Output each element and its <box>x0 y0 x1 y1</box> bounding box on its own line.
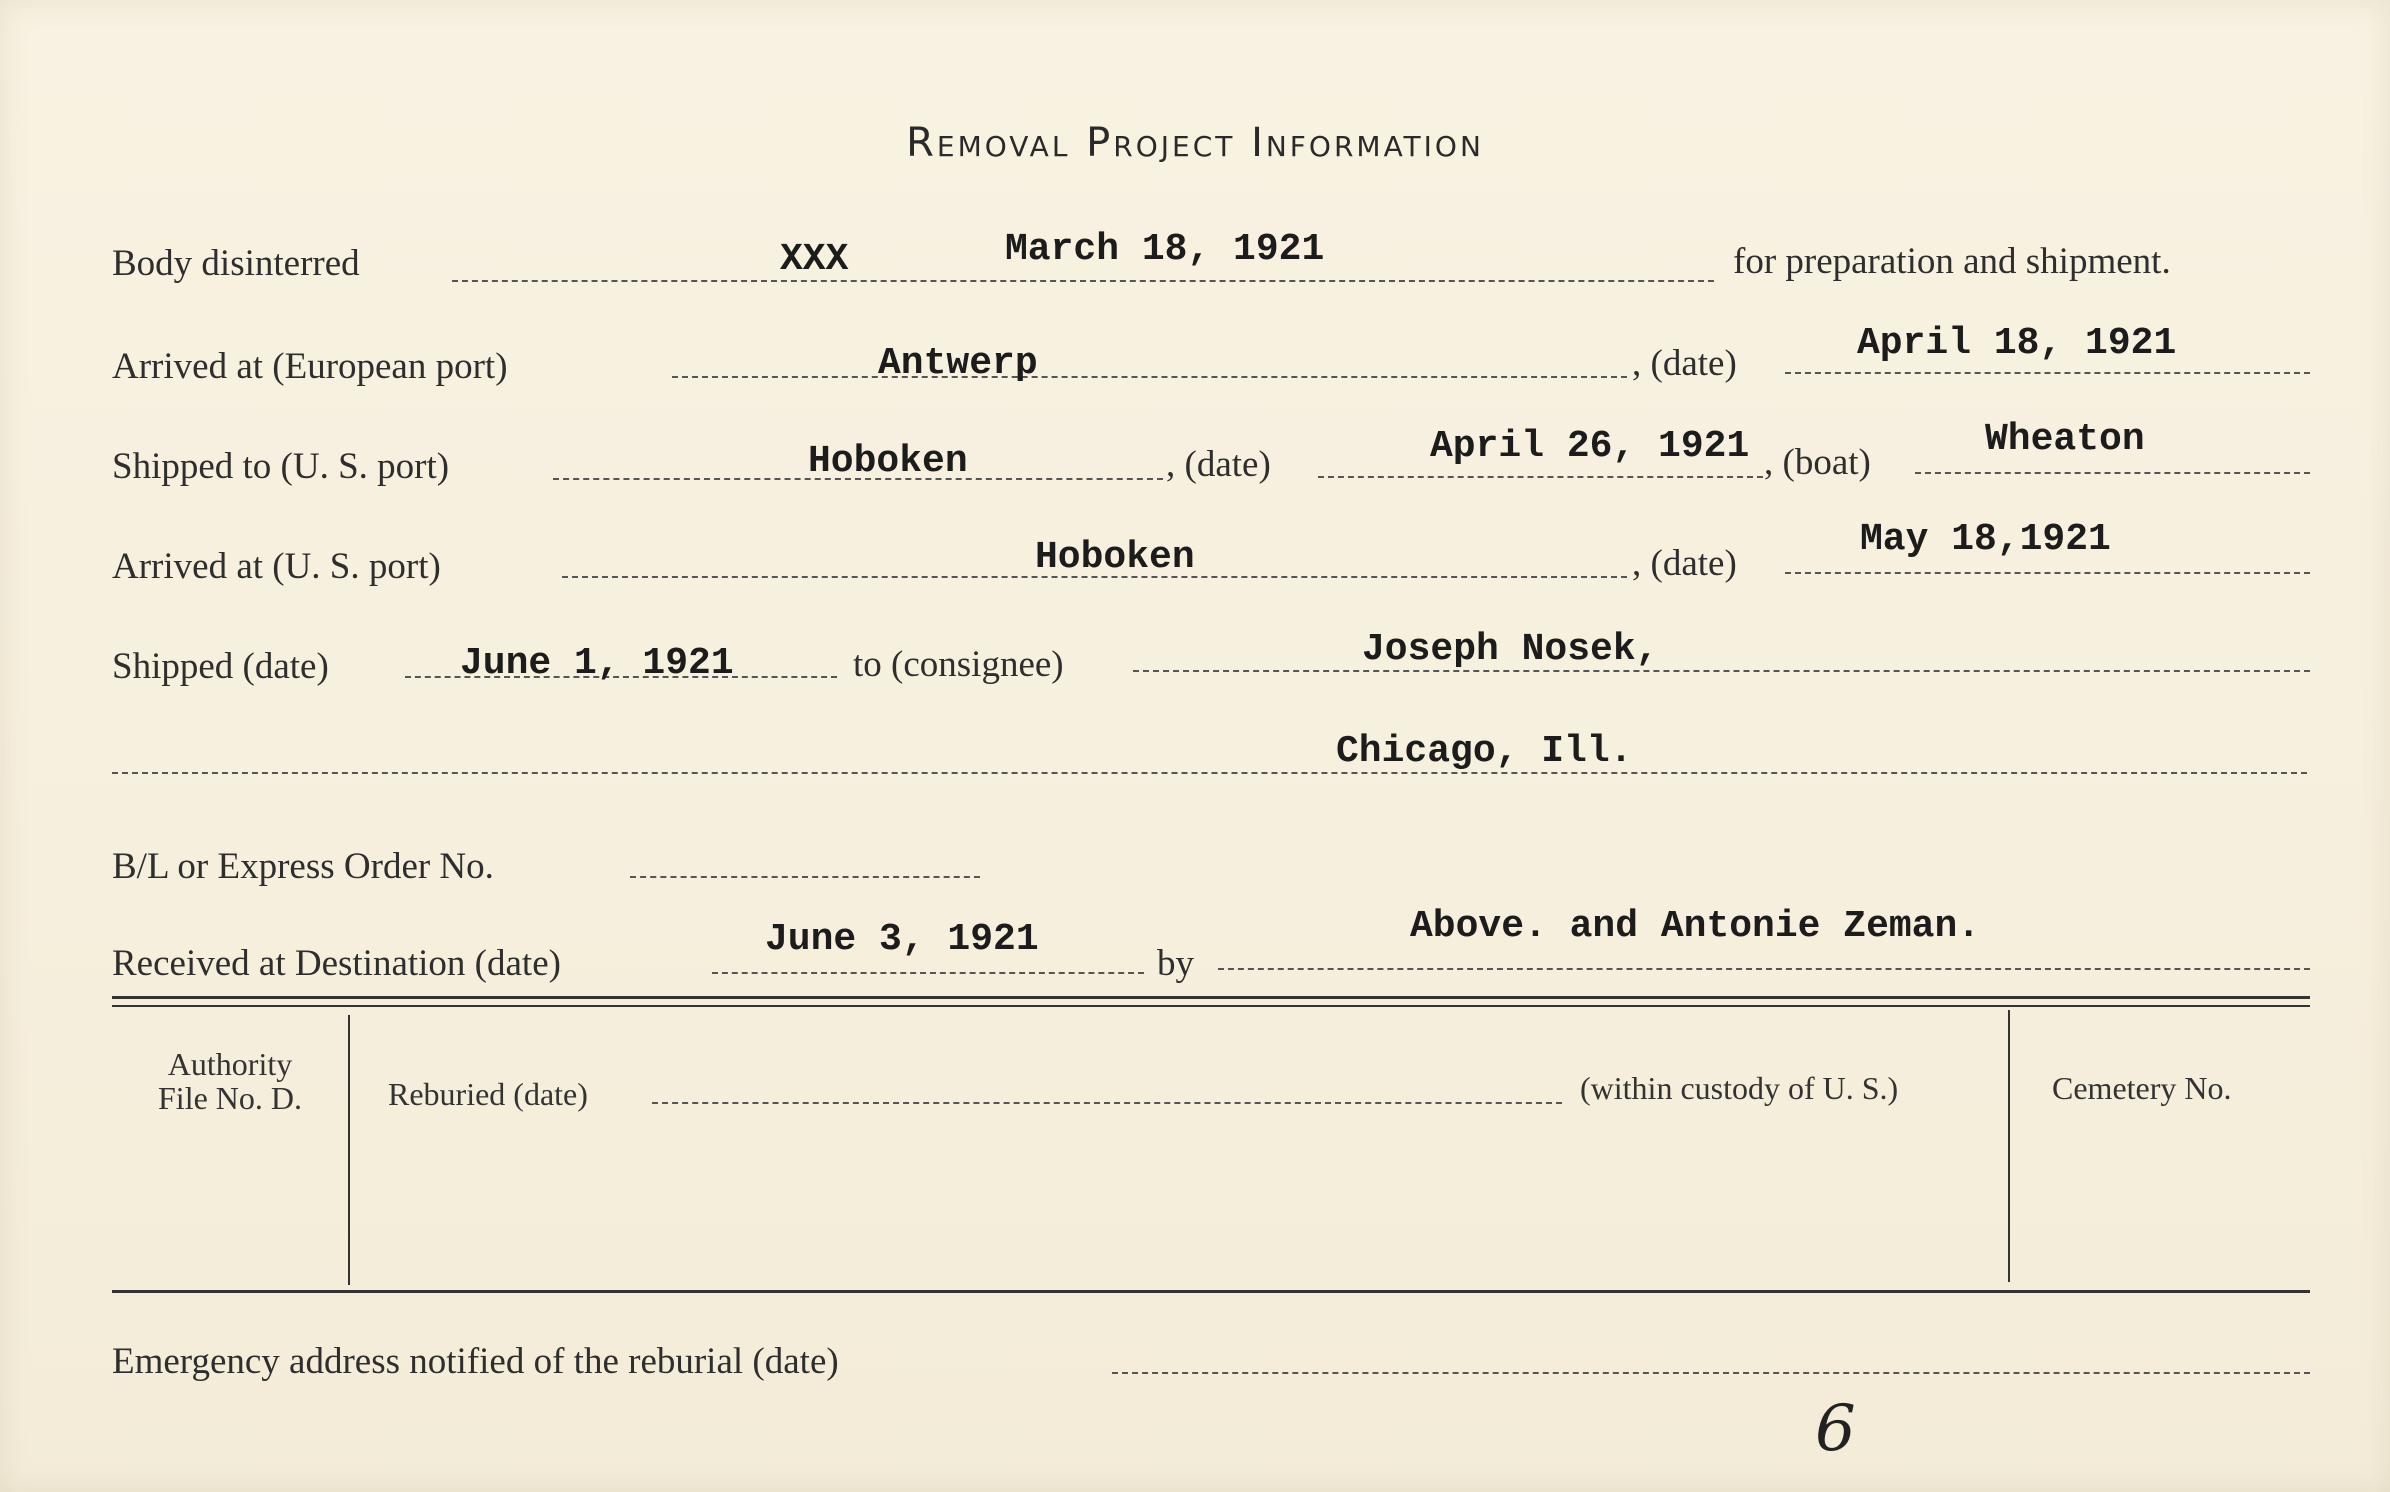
shipped-us-date-line <box>1318 476 1763 478</box>
arrived-european-date: April 18, 1921 <box>1857 322 2177 365</box>
shipped-date-value: June 1, 1921 <box>460 642 734 685</box>
arrived-us-port: Hoboken <box>1035 536 1195 579</box>
arrived-us-date: May 18,1921 <box>1860 518 2111 561</box>
authority-label-1: Authority <box>167 1046 293 1082</box>
received-label: Received at Destination (date) <box>112 943 561 984</box>
box-top-rule-2 <box>112 1005 2310 1007</box>
arrived-us-date-label: , (date) <box>1632 543 1737 584</box>
received-by-label: by <box>1157 943 1194 984</box>
received-by: Above. and Antonie Zeman. <box>1410 905 1981 948</box>
shipped-us-port: Hoboken <box>808 440 968 483</box>
cemetery-label: Cemetery No. <box>2052 1070 2232 1106</box>
box-top-rule <box>112 996 2310 999</box>
received-date-line <box>712 972 1144 974</box>
consignee-name: Joseph Nosek, <box>1362 628 1659 671</box>
reburied-label: Reburied (date) <box>388 1076 588 1112</box>
shipped-us-date: April 26, 1921 <box>1430 425 1750 468</box>
box-divider-left <box>348 1015 350 1285</box>
emergency-line <box>1112 1372 2310 1374</box>
consignee-line-2 <box>112 772 2307 774</box>
authority-label-2: File No. D. <box>158 1080 302 1116</box>
arrived-european-date-label: , (date) <box>1632 343 1737 384</box>
body-disinterred-prefix: XXX <box>780 238 849 281</box>
arrived-european-port-line <box>672 376 1627 378</box>
body-disinterred-label: Body disinterred <box>112 243 360 284</box>
arrived-us-label: Arrived at (U. S. port) <box>112 546 441 587</box>
arrived-european-date-line <box>1785 372 2310 374</box>
custody-label: (within custody of U. S.) <box>1580 1070 1899 1106</box>
shipped-us-label: Shipped to (U. S. port) <box>112 446 450 487</box>
box-bottom-rule <box>112 1290 2310 1293</box>
emergency-label: Emergency address notified of the reburial (date) <box>112 1341 839 1382</box>
card-title: Removal Project Information <box>906 120 1484 166</box>
bl-order-line <box>630 876 980 878</box>
consignee-line-1 <box>1133 670 2310 672</box>
shipped-date-label: Shipped (date) <box>112 646 329 687</box>
body-disinterred-line <box>452 280 1714 282</box>
handwritten-mark: 6 <box>1815 1392 1856 1466</box>
shipped-us-boat: Wheaton <box>1985 418 2145 461</box>
shipped-us-boat-line <box>1915 472 2310 474</box>
arrived-us-date-line <box>1785 572 2310 574</box>
received-date: June 3, 1921 <box>765 918 1039 961</box>
bl-order-label: B/L or Express Order No. <box>112 846 494 887</box>
reburied-line <box>652 1102 1562 1104</box>
received-by-line <box>1218 968 2310 970</box>
box-divider-right <box>2008 1010 2010 1282</box>
arrived-european-label: Arrived at (European port) <box>112 346 508 387</box>
arrived-european-port: Antwerp <box>878 342 1038 385</box>
body-disinterred-suffix: for preparation and shipment. <box>1733 241 2171 282</box>
shipped-us-date-label: , (date) <box>1166 444 1271 485</box>
consignee-city: Chicago, Ill. <box>1336 730 1633 773</box>
consignee-label: to (consignee) <box>853 644 1064 685</box>
shipped-us-boat-label: , (boat) <box>1764 442 1871 483</box>
body-disinterred-date: March 18, 1921 <box>1005 228 1325 271</box>
